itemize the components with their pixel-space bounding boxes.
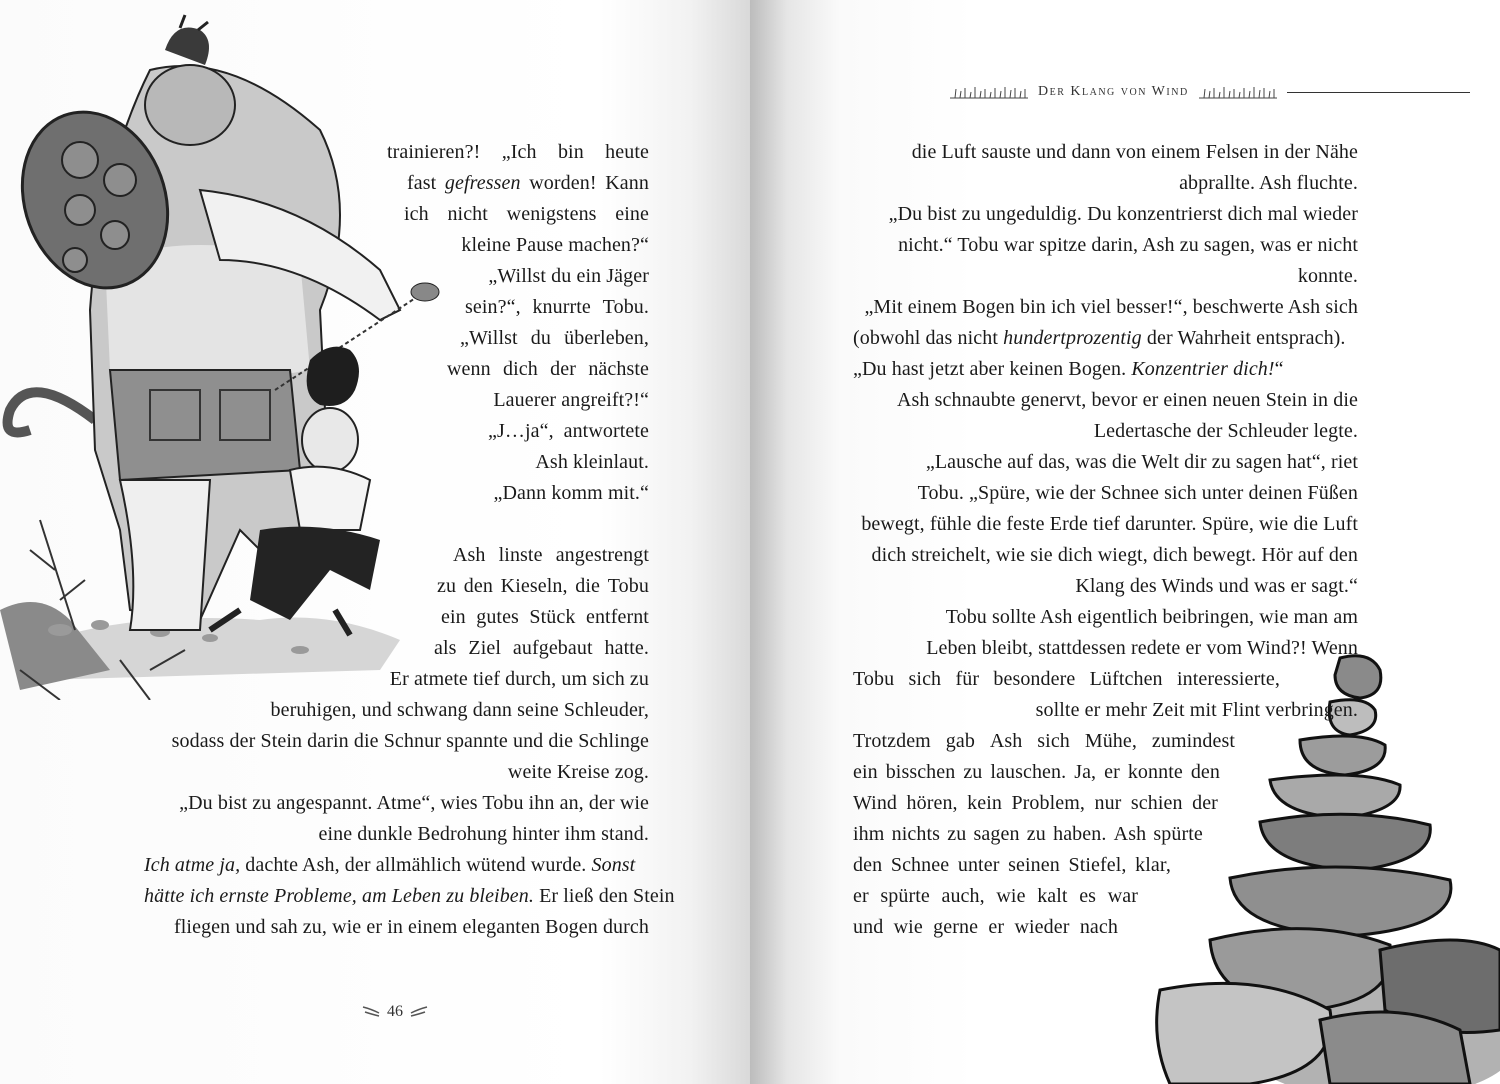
grass-ornament-icon <box>950 85 1028 99</box>
text-line <box>853 726 1235 757</box>
text-word: ihm <box>853 823 885 845</box>
text-line <box>853 137 1358 168</box>
text-word: „Du bist zu ungeduldig. Du konzentrierst dich mal wieder <box>888 203 1358 225</box>
running-header-title: Der Klang von Wind <box>1038 84 1189 99</box>
text-word: trainieren?! <box>387 141 481 163</box>
text-word: sodass der Stein darin die Schnur spannte und die Schlinge <box>171 730 649 752</box>
text-word: spürte <box>880 885 930 907</box>
text-word: ein <box>441 606 466 628</box>
text-line <box>853 695 1358 726</box>
text-word: auch, <box>941 885 985 907</box>
text-word: überleben, <box>564 327 649 349</box>
text-word: seinen <box>1008 854 1060 876</box>
right-page <box>750 0 1500 1084</box>
text-line <box>488 416 649 447</box>
text-word: gab <box>945 730 975 752</box>
text-word: sich <box>908 668 942 690</box>
text-word: Lüftchen <box>1089 668 1163 690</box>
text-word: er <box>853 885 869 907</box>
text-word: nicht.“ Tobu war spitze darin, Ash zu sagen, was er nicht <box>898 234 1358 256</box>
text-word: worden! <box>529 172 597 194</box>
text-word: und <box>853 916 884 938</box>
text-line <box>144 726 649 757</box>
text-word: gutes <box>476 606 519 628</box>
text-word: ich <box>404 203 429 225</box>
text-word: nur <box>1094 792 1122 814</box>
text-line <box>404 199 649 230</box>
page-number-text: 46 <box>387 1003 403 1020</box>
text-word: nächste <box>588 358 649 380</box>
text-word: zu <box>947 823 967 845</box>
text-word: abprallte. Ash fluchte. <box>1179 172 1358 194</box>
text-word: bin <box>557 141 584 163</box>
text-word: gerne <box>933 916 979 938</box>
text-word: unter <box>957 854 1000 876</box>
text-line <box>241 695 649 726</box>
text-word: „J…ja“, <box>488 420 554 442</box>
text-line <box>853 354 1358 385</box>
text-line <box>853 230 1358 261</box>
text-word: wie <box>893 916 923 938</box>
text-line <box>853 168 1358 199</box>
text-span: der Wahrheit entsprach). <box>1141 327 1346 349</box>
page-number <box>360 1000 430 1024</box>
text-word: Stiefel, <box>1068 854 1127 876</box>
text-word: hatte. <box>604 637 649 659</box>
italic-text: Sonst <box>591 854 636 876</box>
text-word: nach <box>1079 916 1118 938</box>
text-word: Ash <box>989 730 1023 752</box>
text-word: entfernt <box>585 606 649 628</box>
text-line <box>853 788 1218 819</box>
text-word: knurrte <box>532 296 591 318</box>
text-word: der <box>550 358 577 380</box>
leaf-ornament-icon <box>409 1005 429 1019</box>
text-word: interessierte, <box>1176 668 1280 690</box>
text-word: „Willst du ein Jäger <box>488 265 649 287</box>
text-line <box>853 633 1358 664</box>
text-word: für <box>955 668 980 690</box>
text-word: sich <box>1037 730 1070 752</box>
text-word: haben. <box>1053 823 1107 845</box>
text-line <box>853 571 1358 602</box>
text-line <box>853 819 1203 850</box>
text-word: bewegt, fühle die feste Erde tief darunter. Spüre, wie die Luft <box>861 513 1358 535</box>
text-word: antwortete <box>563 420 649 442</box>
text-word: fast <box>407 172 437 194</box>
text-line <box>853 850 1171 881</box>
italic-text: Konzentrier dich! <box>1131 358 1275 380</box>
text-span: dachte Ash, der allmählich wütend wurde. <box>240 854 592 876</box>
text-word: wenigstens <box>506 203 597 225</box>
text-word: Ledertasche der Schleuder legte. <box>1093 420 1358 442</box>
text-word: wieder <box>1014 916 1070 938</box>
text-word: bisschen <box>885 761 956 783</box>
italic-text: hundertprozentig <box>1003 327 1142 349</box>
text-word: den <box>463 575 493 597</box>
text-word: Schnee <box>890 854 950 876</box>
text-line <box>440 385 649 416</box>
text-word: Ash <box>453 544 486 566</box>
text-line <box>853 509 1358 540</box>
text-word: Problem, <box>1011 792 1086 814</box>
text-word: lauschen. <box>990 761 1067 783</box>
text-word: spürte <box>1153 823 1203 845</box>
text-word: es <box>1079 885 1097 907</box>
text-line <box>853 540 1358 571</box>
text-line <box>853 199 1358 230</box>
text-word: die Luft sauste und dann von einem Felsen in der Nähe <box>911 141 1358 163</box>
text-word: Lauerer angreift?!“ <box>493 389 649 411</box>
text-word: besondere <box>993 668 1076 690</box>
text-word: die <box>575 575 601 597</box>
text-line <box>144 819 649 850</box>
text-word: „Lausche auf das, was die Welt dir zu sagen hat“, riet <box>925 451 1358 473</box>
text-line <box>853 664 1280 695</box>
text-word: zu <box>437 575 457 597</box>
text-line <box>853 478 1358 509</box>
text-line <box>853 416 1358 447</box>
text-span: „Du hast jetzt aber keinen Bogen. <box>853 358 1132 380</box>
text-word: Tobu. <box>602 296 649 318</box>
text-word: zu <box>1026 823 1046 845</box>
text-word: fliegen und sah zu, wie er in einem eleganten Bogen durch <box>174 916 649 938</box>
text-line <box>853 323 1358 354</box>
text-line <box>379 664 649 695</box>
troll-and-boy-illustration <box>0 10 440 700</box>
text-word: kalt <box>1037 885 1068 907</box>
text-word: Ash kleinlaut. <box>535 451 649 473</box>
running-header <box>950 80 1470 104</box>
text-line <box>853 292 1358 323</box>
text-line <box>441 602 649 633</box>
text-word: eine dunkle Bedrohung hinter ihm stand. <box>318 823 649 845</box>
text-word: zu <box>963 761 983 783</box>
text-word: dich <box>503 358 538 380</box>
header-rule <box>1287 92 1470 93</box>
text-word: heute <box>605 141 649 163</box>
text-word: Tobu. „Spüre, wie der Schnee sich unter deinen Füßen <box>917 482 1358 504</box>
text-span: “ <box>1274 358 1284 380</box>
text-line <box>407 168 649 199</box>
text-word: er <box>1104 761 1120 783</box>
text-word: Ash <box>1113 823 1147 845</box>
text-word: konnte. <box>1297 265 1358 287</box>
text-word: der <box>1192 792 1218 814</box>
text-word: du <box>530 327 551 349</box>
text-word: Ziel <box>468 637 502 659</box>
text-line <box>144 788 649 819</box>
text-word: Stück <box>529 606 576 628</box>
text-word: Tobu sollte Ash eigentlich beibringen, wie man am <box>945 606 1358 628</box>
text-line <box>853 261 1358 292</box>
text-word: angestrengt <box>555 544 649 566</box>
text-word: Mühe, <box>1084 730 1137 752</box>
text-word: kleine Pause machen?“ <box>461 234 649 256</box>
text-word: Ash schnaubte genervt, bevor er einen neuen Stein in die <box>896 389 1358 411</box>
text-word: linste <box>498 544 543 566</box>
text-word: Er atmete tief durch, um sich zu <box>389 668 649 690</box>
text-line <box>853 912 1118 943</box>
text-word: kein <box>967 792 1002 814</box>
text-line <box>144 912 649 943</box>
text-word: Trotzdem <box>853 730 931 752</box>
text-word: aufgebaut <box>512 637 593 659</box>
text-word: Kann <box>605 172 649 194</box>
text-line <box>144 881 675 912</box>
text-word: zumindest <box>1151 730 1235 752</box>
text-word: nichts <box>891 823 941 845</box>
text-word: nicht <box>447 203 488 225</box>
text-word: wenn <box>447 358 491 380</box>
text-line <box>144 757 649 788</box>
text-line <box>460 323 649 354</box>
text-line <box>144 850 649 881</box>
text-span: (obwohl das nicht <box>853 327 1004 349</box>
text-word: Kieseln, <box>500 575 568 597</box>
text-line <box>483 478 649 509</box>
text-word: „Dann komm mit.“ <box>493 482 649 504</box>
text-word: dich streichelt, wie sie dich wiegt, dich bewegt. Hör auf den <box>871 544 1358 566</box>
text-line <box>465 292 649 323</box>
text-word: weite Kreise zog. <box>507 761 649 783</box>
text-word: wie <box>996 885 1026 907</box>
text-word: sagen <box>973 823 1020 845</box>
text-word: gefressen <box>444 172 521 194</box>
text-word: er <box>988 916 1005 938</box>
text-line <box>447 354 649 385</box>
text-word: beruhigen, und schwang dann seine Schleuder, <box>270 699 649 721</box>
text-word: schien <box>1130 792 1183 814</box>
text-word: sollte er mehr Zeit mit Flint verbringen. <box>1035 699 1358 721</box>
italic-text: hätte ich ernste Probleme, am Leben zu bleiben. <box>144 885 534 907</box>
text-line <box>453 540 649 571</box>
text-line <box>853 881 1138 912</box>
text-word: Tobu <box>607 575 649 597</box>
text-word: als <box>434 637 457 659</box>
text-line <box>437 571 649 602</box>
text-word: Ja, <box>1074 761 1097 783</box>
text-word: den <box>853 854 883 876</box>
text-word: ein <box>853 761 878 783</box>
text-word: klar, <box>1135 854 1171 876</box>
text-word: Wind <box>853 792 898 814</box>
text-word: den <box>1190 761 1220 783</box>
text-span: Er ließ den Stein <box>533 885 675 907</box>
text-word: „Ich <box>501 141 537 163</box>
text-line <box>853 757 1220 788</box>
text-line <box>853 447 1358 478</box>
italic-text: Ich atme ja, <box>144 854 241 876</box>
text-word: eine <box>615 203 649 225</box>
text-line <box>853 385 1358 416</box>
text-word: Leben bleibt, stattdessen redete er vom Wind?! Wenn <box>926 637 1358 659</box>
text-word: war <box>1107 885 1138 907</box>
text-word: sein?“, <box>465 296 521 318</box>
text-line <box>387 137 649 168</box>
text-word: Tobu <box>853 668 895 690</box>
text-word: „Mit einem Bogen bin ich viel besser!“, beschwerte Ash sich <box>864 296 1358 318</box>
text-word: konnte <box>1127 761 1183 783</box>
text-word: Klang des Winds und was er sagt.“ <box>1075 575 1358 597</box>
text-line <box>487 261 649 292</box>
text-word: hören, <box>906 792 958 814</box>
text-word: „Du bist zu angespannt. Atme“, wies Tobu ihn an, der wie <box>179 792 649 814</box>
grass-ornament-icon <box>1199 85 1277 99</box>
text-word: „Willst <box>460 327 518 349</box>
text-line <box>451 230 649 261</box>
text-line <box>853 602 1358 633</box>
text-line <box>434 633 649 664</box>
text-line <box>461 447 649 478</box>
leaf-ornament-icon <box>361 1005 381 1019</box>
